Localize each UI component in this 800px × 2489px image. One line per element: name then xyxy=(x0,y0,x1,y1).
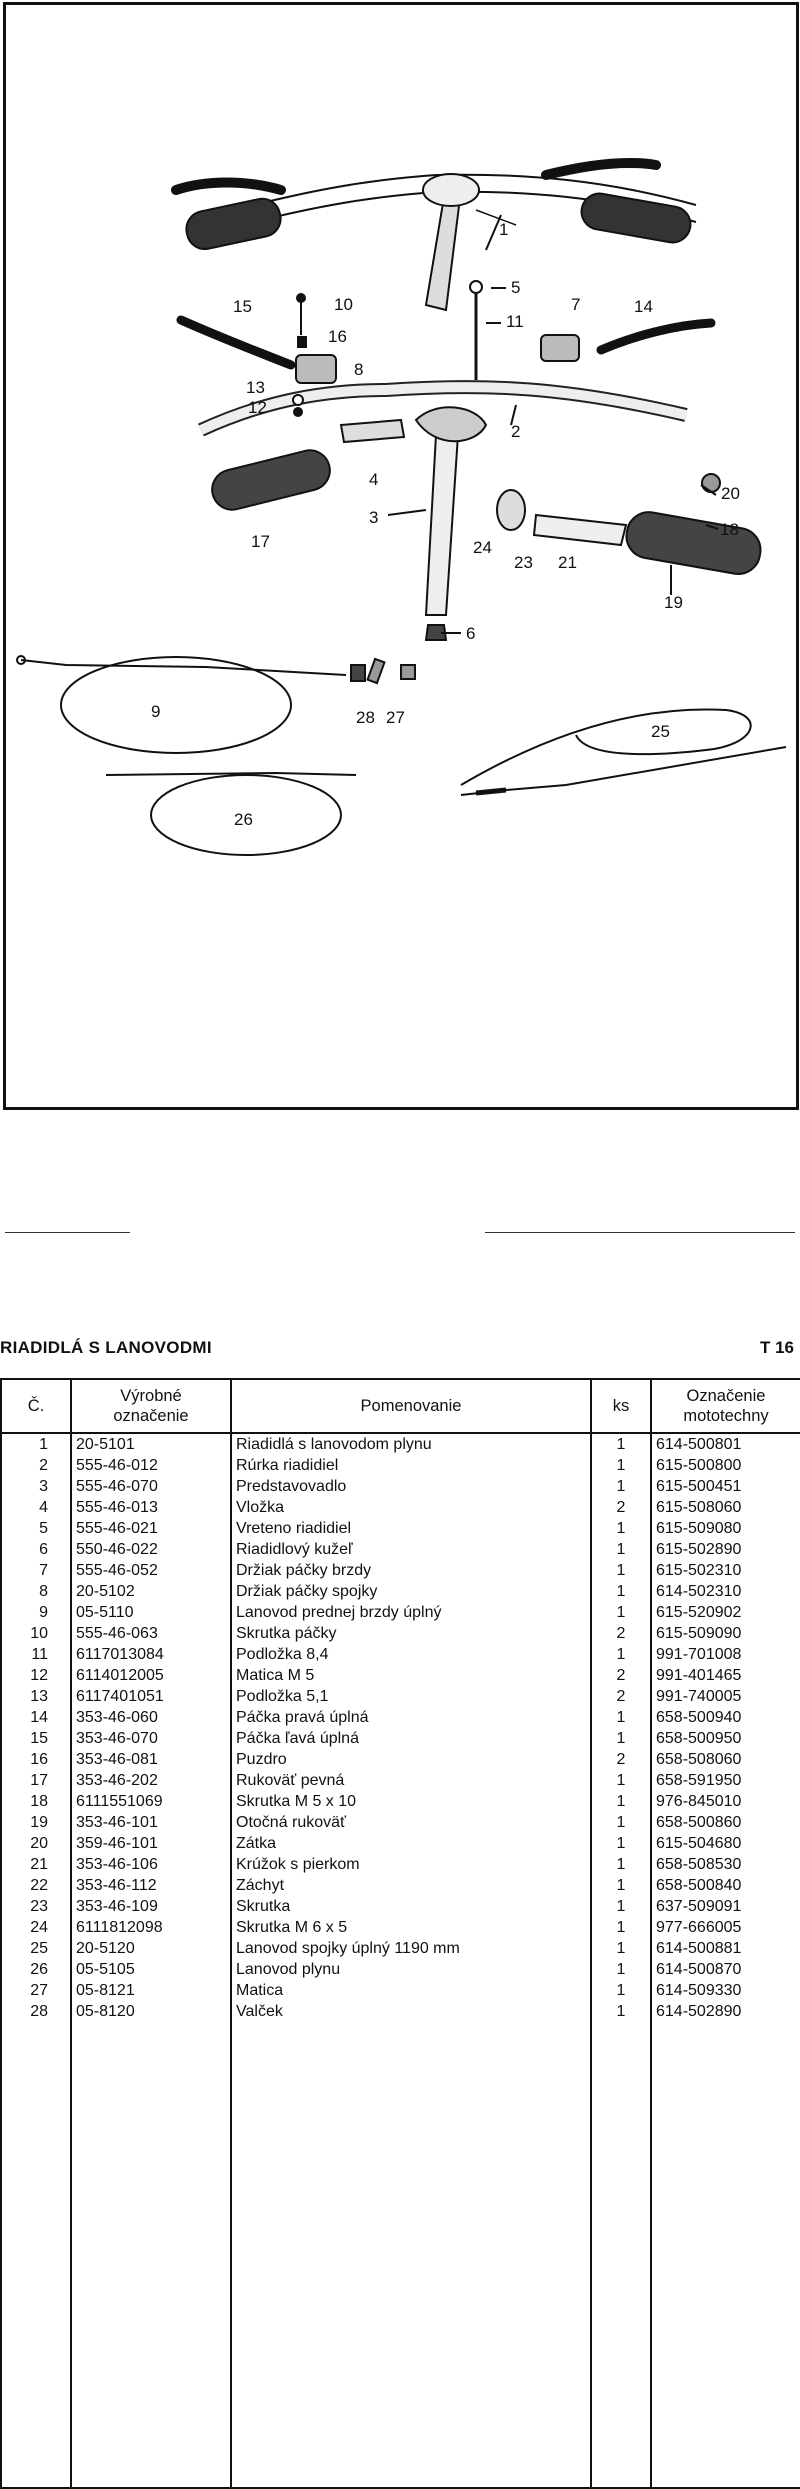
row-code: 555-46-070 xyxy=(71,1476,231,1497)
svg-text:23: 23 xyxy=(514,553,533,572)
row-qty: 1 xyxy=(591,1791,651,1812)
table-row xyxy=(1,1854,800,1875)
svg-text:13: 13 xyxy=(246,378,265,397)
row-code: 20-5101 xyxy=(71,1433,231,1455)
row-moto-code: 614-500881 xyxy=(651,1938,800,1959)
row-moto-code: 658-500950 xyxy=(651,1728,800,1749)
row-code: 05-8120 xyxy=(71,2001,231,2022)
row-code: 05-5110 xyxy=(71,1602,231,1623)
row-name: Rukoväť pevná xyxy=(231,1770,591,1791)
row-code: 05-8121 xyxy=(71,1980,231,2001)
row-number: 2 xyxy=(1,1455,71,1476)
row-qty: 1 xyxy=(591,1917,651,1938)
lever-right-top xyxy=(546,163,656,175)
row-name: Skrutka xyxy=(231,1896,591,1917)
svg-text:12: 12 xyxy=(248,398,267,417)
table-row xyxy=(1,1518,800,1539)
row-qty: 1 xyxy=(591,1518,651,1539)
table-row xyxy=(1,1875,800,1896)
row-name: Krúžok s pierkom xyxy=(231,1854,591,1875)
row-name: Riadidlá s lanovodom plynu xyxy=(231,1433,591,1455)
table-row xyxy=(1,1959,800,1980)
part-20 xyxy=(702,474,720,492)
row-moto-code: 977-666005 xyxy=(651,1917,800,1938)
row-qty: 1 xyxy=(591,1770,651,1791)
row-number: 18 xyxy=(1,1791,71,1812)
row-qty: 1 xyxy=(591,1938,651,1959)
header-code: Výrobné označenie xyxy=(71,1379,231,1433)
row-code: 353-46-106 xyxy=(71,1854,231,1875)
row-moto-code: 658-591950 xyxy=(651,1770,800,1791)
table-row xyxy=(1,1644,800,1665)
row-code: 353-46-101 xyxy=(71,1812,231,1833)
row-moto-code: 991-701008 xyxy=(651,1644,800,1665)
header-qty: ks xyxy=(591,1379,651,1433)
svg-text:19: 19 xyxy=(664,593,683,612)
row-name: Podložka 8,4 xyxy=(231,1644,591,1665)
empty-cell xyxy=(651,2022,800,2488)
handlebar-drawing xyxy=(6,5,796,1107)
svg-text:28: 28 xyxy=(356,708,375,727)
svg-text:6: 6 xyxy=(466,624,476,643)
table-row xyxy=(1,2001,800,2022)
table-row xyxy=(1,1581,800,1602)
header-name: Pomenovanie xyxy=(231,1379,591,1433)
row-qty: 1 xyxy=(591,1707,651,1728)
row-code: 6117013084 xyxy=(71,1644,231,1665)
row-code: 555-46-021 xyxy=(71,1518,231,1539)
row-name: Skrutka M 5 x 10 xyxy=(231,1791,591,1812)
row-name: Puzdro xyxy=(231,1749,591,1770)
row-number: 9 xyxy=(1,1602,71,1623)
table-row xyxy=(1,1560,800,1581)
row-qty: 1 xyxy=(591,1854,651,1875)
row-code: 20-5120 xyxy=(71,1938,231,1959)
row-number: 15 xyxy=(1,1728,71,1749)
row-code: 353-46-109 xyxy=(71,1896,231,1917)
row-number: 19 xyxy=(1,1812,71,1833)
row-moto-code: 658-508060 xyxy=(651,1749,800,1770)
row-name: Matica xyxy=(231,1980,591,2001)
row-number: 14 xyxy=(1,1707,71,1728)
row-qty: 2 xyxy=(591,1497,651,1518)
row-qty: 1 xyxy=(591,2001,651,2022)
row-qty: 1 xyxy=(591,1433,651,1455)
row-qty: 1 xyxy=(591,1980,651,2001)
svg-text:9: 9 xyxy=(151,702,161,721)
table-row xyxy=(1,1686,800,1707)
row-moto-code: 614-502310 xyxy=(651,1581,800,1602)
row-number: 23 xyxy=(1,1896,71,1917)
row-code: 05-5105 xyxy=(71,1959,231,1980)
table-row xyxy=(1,1917,800,1938)
row-name: Predstavovadlo xyxy=(231,1476,591,1497)
row-number: 22 xyxy=(1,1875,71,1896)
row-qty: 2 xyxy=(591,1623,651,1644)
svg-text:8: 8 xyxy=(354,360,364,379)
row-name: Riadidlový kužeľ xyxy=(231,1539,591,1560)
row-name: Páčka pravá úplná xyxy=(231,1707,591,1728)
row-number: 26 xyxy=(1,1959,71,1980)
svg-text:7: 7 xyxy=(571,295,581,314)
table-row xyxy=(1,1896,800,1917)
parts-table xyxy=(0,1378,800,2489)
svg-text:4: 4 xyxy=(369,470,379,489)
grip-left-top xyxy=(183,195,284,252)
row-moto-code: 615-520902 xyxy=(651,1602,800,1623)
table-row xyxy=(1,1833,800,1854)
row-code: 6111551069 xyxy=(71,1791,231,1812)
row-qty: 1 xyxy=(591,1539,651,1560)
parts-table-body xyxy=(1,1433,800,2488)
section-title: RIADIDLÁ S LANOVODMI xyxy=(0,1338,212,1357)
svg-text:25: 25 xyxy=(651,722,670,741)
svg-text:27: 27 xyxy=(386,708,405,727)
svg-text:5: 5 xyxy=(511,278,521,297)
row-name: Valček xyxy=(231,2001,591,2022)
table-row xyxy=(1,1539,800,1560)
row-number: 3 xyxy=(1,1476,71,1497)
separator-right xyxy=(485,1232,795,1233)
row-moto-code: 658-500940 xyxy=(651,1707,800,1728)
row-number: 12 xyxy=(1,1665,71,1686)
row-code: 353-46-112 xyxy=(71,1875,231,1896)
table-row xyxy=(1,1623,800,1644)
table-row xyxy=(1,1938,800,1959)
table-row xyxy=(1,1812,800,1833)
svg-text:11: 11 xyxy=(506,312,524,331)
svg-text:10: 10 xyxy=(334,295,353,314)
row-moto-code: 637-509091 xyxy=(651,1896,800,1917)
row-qty: 1 xyxy=(591,1728,651,1749)
row-name: Podložka 5,1 xyxy=(231,1686,591,1707)
table-row xyxy=(1,1770,800,1791)
grip-right xyxy=(623,509,764,578)
table-row xyxy=(1,1980,800,2001)
table-row xyxy=(1,1476,800,1497)
row-code: 555-46-063 xyxy=(71,1623,231,1644)
row-number: 16 xyxy=(1,1749,71,1770)
row-qty: 1 xyxy=(591,1875,651,1896)
row-number: 13 xyxy=(1,1686,71,1707)
row-number: 11 xyxy=(1,1644,71,1665)
row-name: Lanovod spojky úplný 1190 mm xyxy=(231,1938,591,1959)
empty-cell xyxy=(1,2022,71,2488)
table-header-row xyxy=(1,1379,800,1433)
table-row xyxy=(1,1602,800,1623)
row-name: Lanovod prednej brzdy úplný xyxy=(231,1602,591,1623)
cable-9 xyxy=(61,657,291,753)
row-code: 20-5102 xyxy=(71,1581,231,1602)
row-number: 17 xyxy=(1,1770,71,1791)
row-moto-code: 614-502890 xyxy=(651,2001,800,2022)
row-moto-code: 615-502890 xyxy=(651,1539,800,1560)
part-24 xyxy=(497,490,525,530)
table-row xyxy=(1,1433,800,1455)
row-qty: 2 xyxy=(591,1749,651,1770)
bracket-8 xyxy=(296,355,336,383)
row-qty: 1 xyxy=(591,1959,651,1980)
svg-text:26: 26 xyxy=(234,810,253,829)
row-qty: 1 xyxy=(591,1476,651,1497)
row-moto-code: 615-509080 xyxy=(651,1518,800,1539)
header-num: Č. xyxy=(1,1379,71,1433)
row-name: Záchyt xyxy=(231,1875,591,1896)
row-code: 555-46-052 xyxy=(71,1560,231,1581)
row-code: 353-46-081 xyxy=(71,1749,231,1770)
row-moto-code: 614-509330 xyxy=(651,1980,800,2001)
row-qty: 1 xyxy=(591,1455,651,1476)
row-name: Rúrka riadidiel xyxy=(231,1455,591,1476)
cable-25 xyxy=(461,709,751,785)
row-moto-code: 615-500800 xyxy=(651,1455,800,1476)
empty-cell xyxy=(231,2022,591,2488)
row-qty: 1 xyxy=(591,1602,651,1623)
lever-15 xyxy=(181,320,291,365)
svg-text:24: 24 xyxy=(473,538,492,557)
row-qty: 2 xyxy=(591,1665,651,1686)
row-code: 555-46-013 xyxy=(71,1497,231,1518)
row-name: Lanovod plynu xyxy=(231,1959,591,1980)
row-moto-code: 615-502310 xyxy=(651,1560,800,1581)
row-code: 550-46-022 xyxy=(71,1539,231,1560)
row-name: Otočná rukoväť xyxy=(231,1812,591,1833)
row-number: 6 xyxy=(1,1539,71,1560)
row-name: Matica M 5 xyxy=(231,1665,591,1686)
svg-text:20: 20 xyxy=(721,484,740,503)
row-code: 353-46-060 xyxy=(71,1707,231,1728)
row-name: Vreteno riadidiel xyxy=(231,1518,591,1539)
row-code: 555-46-012 xyxy=(71,1455,231,1476)
row-moto-code: 614-500870 xyxy=(651,1959,800,1980)
row-moto-code: 658-500840 xyxy=(651,1875,800,1896)
row-name: Skrutka M 6 x 5 xyxy=(231,1917,591,1938)
row-moto-code: 615-509090 xyxy=(651,1623,800,1644)
svg-text:1: 1 xyxy=(499,220,509,239)
row-name: Držiak páčky spojky xyxy=(231,1581,591,1602)
row-number: 1 xyxy=(1,1433,71,1455)
row-number: 10 xyxy=(1,1623,71,1644)
table-row xyxy=(1,1497,800,1518)
row-number: 8 xyxy=(1,1581,71,1602)
lever-14 xyxy=(601,323,711,350)
row-number: 24 xyxy=(1,1917,71,1938)
row-qty: 1 xyxy=(591,1581,651,1602)
row-moto-code: 615-500451 xyxy=(651,1476,800,1497)
row-code: 353-46-070 xyxy=(71,1728,231,1749)
row-moto-code: 976-845010 xyxy=(651,1791,800,1812)
row-qty: 1 xyxy=(591,1812,651,1833)
row-moto-code: 658-500860 xyxy=(651,1812,800,1833)
row-number: 4 xyxy=(1,1497,71,1518)
row-qty: 2 xyxy=(591,1686,651,1707)
row-qty: 1 xyxy=(591,1560,651,1581)
header-moto: Označenie mototechny xyxy=(651,1379,800,1433)
empty-cell xyxy=(71,2022,231,2488)
row-name: Páčka ľavá úplná xyxy=(231,1728,591,1749)
lever-left-top xyxy=(176,183,281,191)
svg-text:14: 14 xyxy=(634,297,653,316)
row-number: 7 xyxy=(1,1560,71,1581)
svg-text:2: 2 xyxy=(511,422,521,441)
separator-left xyxy=(5,1232,130,1233)
row-qty: 1 xyxy=(591,1833,651,1854)
row-code: 353-46-202 xyxy=(71,1770,231,1791)
row-name: Skrutka páčky xyxy=(231,1623,591,1644)
row-moto-code: 991-740005 xyxy=(651,1686,800,1707)
table-code: T 16 xyxy=(759,1338,794,1357)
row-code: 6111812098 xyxy=(71,1917,231,1938)
empty-cell xyxy=(591,2022,651,2488)
table-row xyxy=(1,1728,800,1749)
row-number: 27 xyxy=(1,1980,71,2001)
svg-text:17: 17 xyxy=(251,532,270,551)
table-row xyxy=(1,1455,800,1476)
bracket-7 xyxy=(541,335,579,361)
table-row xyxy=(1,1791,800,1812)
row-code: 6114012005 xyxy=(71,1665,231,1686)
row-moto-code: 615-508060 xyxy=(651,1497,800,1518)
row-name: Držiak páčky brzdy xyxy=(231,1560,591,1581)
row-moto-code: 615-504680 xyxy=(651,1833,800,1854)
row-qty: 1 xyxy=(591,1644,651,1665)
row-number: 25 xyxy=(1,1938,71,1959)
svg-text:3: 3 xyxy=(369,508,379,527)
exploded-diagram xyxy=(3,2,799,1110)
row-code: 6117401051 xyxy=(71,1686,231,1707)
row-number: 5 xyxy=(1,1518,71,1539)
table-row xyxy=(1,1707,800,1728)
row-moto-code: 658-508530 xyxy=(651,1854,800,1875)
row-moto-code: 614-500801 xyxy=(651,1433,800,1455)
svg-text:16: 16 xyxy=(328,327,347,346)
row-moto-code: 991-401465 xyxy=(651,1665,800,1686)
grip-left xyxy=(208,446,334,514)
row-number: 28 xyxy=(1,2001,71,2022)
row-number: 21 xyxy=(1,1854,71,1875)
table-row xyxy=(1,1665,800,1686)
row-number: 20 xyxy=(1,1833,71,1854)
row-qty: 1 xyxy=(591,1896,651,1917)
table-row xyxy=(1,1749,800,1770)
svg-text:18: 18 xyxy=(720,520,739,539)
svg-text:15: 15 xyxy=(233,297,252,316)
row-name: Zátka xyxy=(231,1833,591,1854)
table-empty-space xyxy=(1,2022,800,2488)
row-code: 359-46-101 xyxy=(71,1833,231,1854)
svg-text:21: 21 xyxy=(558,553,577,572)
row-name: Vložka xyxy=(231,1497,591,1518)
